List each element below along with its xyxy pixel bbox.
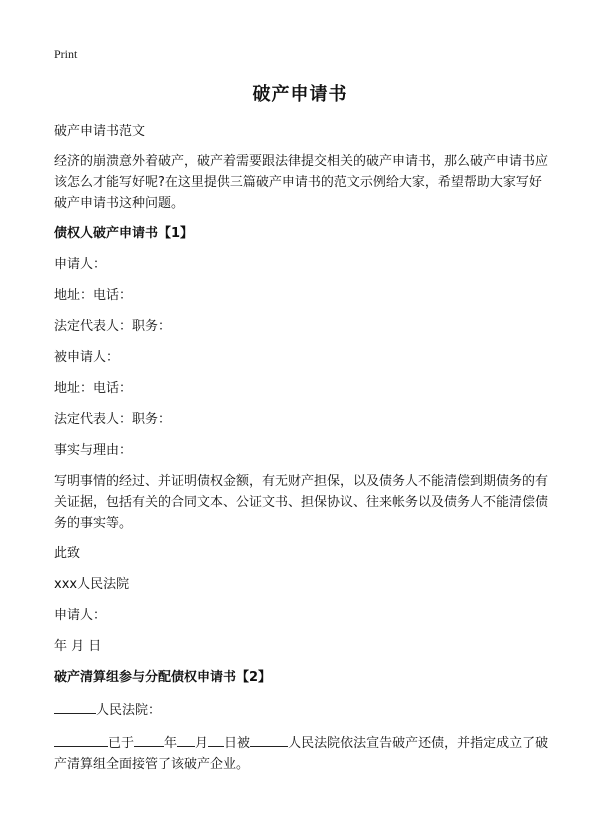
document-body bbox=[54, 121, 554, 784]
court-address-line bbox=[54, 698, 554, 721]
month-blank bbox=[177, 731, 195, 747]
month-text: 月 bbox=[195, 736, 209, 751]
court-name: xxx人民法院 bbox=[54, 577, 130, 592]
section-1-heading: 债权人破产申请书【1】 bbox=[54, 226, 194, 241]
facts-paragraph: 写明事情的经过、并证明债权金额，有无财产担保，以及债务人不能清偿到期债务的有关证据，包括有关的合同文本、公证文书、担保协议、往来帐务以及债务人不能清偿债务的事实等。 bbox=[54, 474, 549, 531]
facts-label: 事实与理由： bbox=[54, 443, 133, 458]
applicant-address-phone-field: 地址：电话： bbox=[54, 288, 133, 303]
court-suffix-text: 人民法院： bbox=[96, 703, 162, 718]
year-blank bbox=[134, 731, 164, 747]
declaring-court-blank bbox=[250, 731, 288, 747]
print-link[interactable]: Print bbox=[54, 47, 78, 61]
day-text: 日被 bbox=[224, 736, 251, 751]
day-blank bbox=[208, 731, 224, 747]
respondent-legal-rep-field: 法定代表人：职务： bbox=[54, 412, 172, 427]
intro-paragraph: 经济的崩溃意外着破产，破产着需要跟法律提交相关的破产申请书，那么破产申请书应该怎么才能写好呢?在这里提供三篇破产申请书的范文示例给大家，希望帮助大家写好破产申请书这种问题。 bbox=[54, 154, 549, 211]
signature-field: 申请人： bbox=[54, 608, 107, 623]
company-blank bbox=[54, 731, 108, 747]
document-subtitle: 破产申请书范文 bbox=[54, 124, 146, 139]
year-text: 年 bbox=[164, 736, 178, 751]
applicant-field: 申请人： bbox=[54, 257, 107, 272]
applicant-legal-rep-field: 法定代表人：职务： bbox=[54, 319, 172, 334]
section-2-paragraph bbox=[54, 731, 554, 775]
section-2-rest-text: 人民法院依法宣告破产还债，并指定成立了破产清算组全面接管了该破产企业。 bbox=[54, 736, 549, 772]
section-2-heading: 破产清算组参与分配债权申请书【2】 bbox=[54, 670, 272, 685]
document-title: 破产申请书 bbox=[252, 84, 348, 105]
respondent-address-phone-field: 地址：电话： bbox=[54, 381, 133, 396]
already-text: 已于 bbox=[108, 736, 135, 751]
date-field: 年 月 日 bbox=[54, 639, 102, 654]
respondent-field: 被申请人： bbox=[54, 350, 120, 365]
court-name-blank bbox=[54, 698, 96, 714]
salutation: 此致 bbox=[54, 546, 81, 561]
